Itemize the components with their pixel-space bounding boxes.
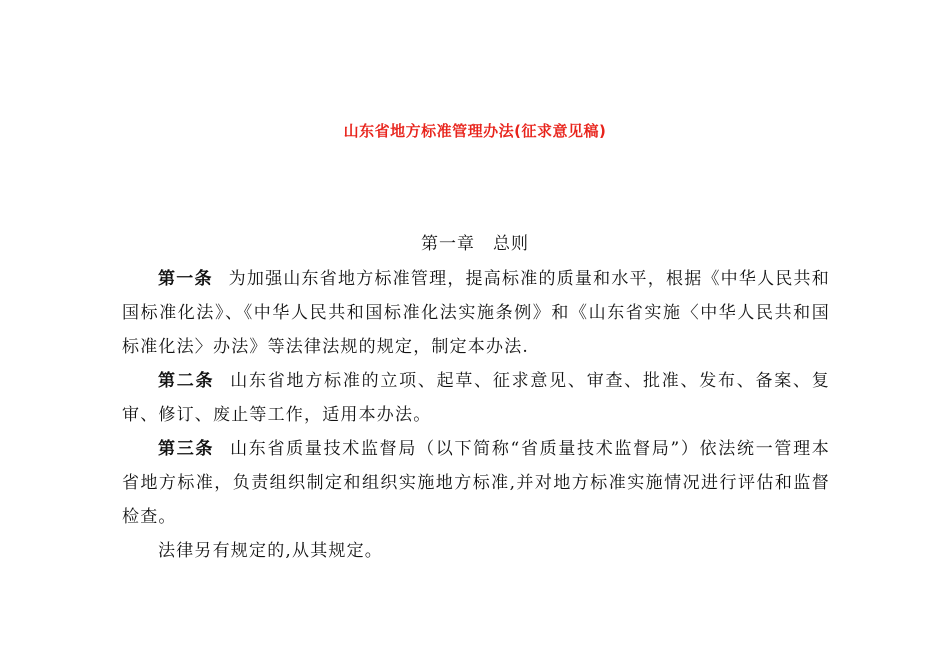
article-label: 第三条 (158, 439, 215, 459)
article-3 (122, 432, 830, 534)
article-2 (122, 364, 830, 432)
document-title: 山东省地方标准管理办法(征求意见稿) (343, 122, 607, 140)
article-text: 山东省地方标准的立项、起草、征求意见、审查、批准、发布、备案、复审、修订、废止等工作，适用本办法。 (122, 371, 830, 425)
article-label: 第一条 (158, 269, 213, 289)
chapter-name: 总则 (493, 234, 529, 254)
document-body (122, 262, 830, 568)
chapter-heading (0, 229, 950, 254)
article-label: 第二条 (158, 371, 215, 391)
chapter-number: 第一章 (421, 234, 475, 254)
article-text: 山东省质量技术监督局（以下简称“省质量技术监督局”）依法统一管理本省地方标准，负责组织制定和组织实施地方标准,并对地方标准实施情况进行评估和监督检查。 (122, 439, 830, 527)
article-1 (122, 262, 830, 364)
article-text: 为加强山东省地方标准管理，提高标准的质量和水平，根据《中华人民共和国标准化法》、《中华人民共和国标准化法实施条例》和《山东省实施〈中华人民共和国标准化法〉办法》等法律法规的规定，制定本办法. (122, 269, 830, 357)
article-3-supplement (122, 534, 830, 568)
paragraph-text: 法律另有规定的,从其规定。 (158, 541, 384, 561)
